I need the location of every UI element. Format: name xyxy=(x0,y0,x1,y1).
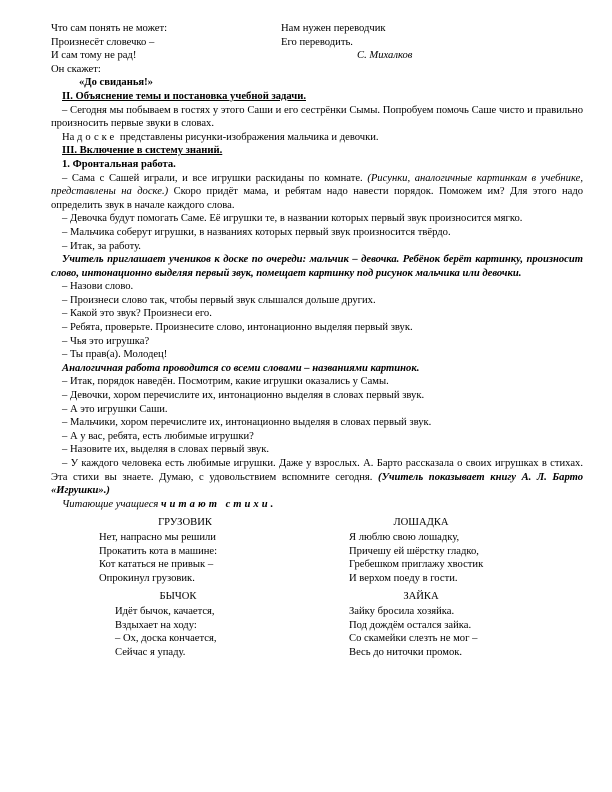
intro-poem-left xyxy=(51,22,281,63)
poem-author: С. Михалков xyxy=(357,50,413,62)
poem-line: Я люблю свою лошадку, xyxy=(349,531,460,543)
poem-line: Что сам понять не может: xyxy=(51,23,168,34)
dialog-line: – Девочка будут помогать Саме. Её игрушки те, в названии которых первый звук произносится мягко. xyxy=(62,213,523,225)
poem-line: Гребешком приглажу хвостик xyxy=(349,559,484,571)
poem-line: Его переводить. xyxy=(281,36,353,48)
section-heading: II. Объяснение темы и постановка учебной задачи. xyxy=(62,90,306,102)
dialog-line: – Итак, за работу. xyxy=(62,240,141,252)
paragraph xyxy=(51,498,583,512)
dialog-line: – Мальчика соберут игрушки, в названиях которых первый звук произносится твёрдо. xyxy=(62,226,451,238)
spaced-word: доске xyxy=(77,131,118,143)
poem-line: Он скажет: xyxy=(51,63,101,75)
paragraph: – Сегодня мы побываем в гостях у этого Саши и его сестрёнки Сымы. Попробуем помочь Саше чисто и правильно произносить первые звуки в словах. xyxy=(51,104,583,130)
document-page xyxy=(51,22,583,659)
poem-line: Со скамейки слезть не мог – xyxy=(349,633,478,645)
poem-bychok xyxy=(51,590,331,659)
paragraph xyxy=(51,457,583,498)
dialog-line: – Какой это звук? Произнеси его. xyxy=(62,308,212,320)
text-run: – Сама с Сашей играли, и все игрушки раскиданы по комнате. xyxy=(62,172,363,184)
poems-row-2 xyxy=(51,590,583,659)
poem-line: – Ох, доска кончается, xyxy=(115,633,217,645)
dialog-line: – А у вас, ребята, есть любимые игрушки? xyxy=(62,430,254,442)
poem-line: Идёт бычок, качается, xyxy=(115,605,215,617)
dialog-line: – Девочки, хором перечислите их, интонационно выделяя в словах первый звук. xyxy=(62,390,425,402)
poem-title: ЗАЙКА xyxy=(403,591,439,603)
italic-remark: (Учитель показывает книгу А. Л. Барто «Игрушки».) xyxy=(51,471,583,497)
poem-line: Весь до ниточки промок. xyxy=(349,646,463,658)
poem-line: Нам нужен переводчик xyxy=(281,23,386,34)
dialog-line: – Назови слово. xyxy=(62,281,134,293)
text-run: На xyxy=(62,131,75,143)
poem-line: Под дождём остался зайка. xyxy=(349,619,472,631)
poem-line: Произнесёт словечко – xyxy=(51,36,155,48)
italic-remark: (Рисунки, аналогичные картинкам в учебнике, представлены на доске.) xyxy=(51,172,583,198)
paragraph xyxy=(51,172,583,213)
poem-line: И верхом поеду в гости. xyxy=(349,572,458,584)
poem-title: ЛОШАДКА xyxy=(393,517,449,529)
dialog-line: – Произнеси слово так, чтобы первый звук слышался дольше других. xyxy=(62,294,376,306)
poem-title: БЫЧОК xyxy=(159,591,197,603)
teacher-instruction: Аналогичная работа проводится со всеми словами – названиями картинок. xyxy=(62,362,420,374)
poem-line: Нет, напрасно мы решили xyxy=(99,531,216,543)
text-run: Читающие учащиеся xyxy=(62,498,159,510)
poems-row-1 xyxy=(51,516,583,585)
poem-line: «До свиданья!» xyxy=(79,77,153,89)
poem-line: И сам тому не рад! xyxy=(51,50,137,62)
dialog-line: – Ты прав(а). Молодец! xyxy=(62,349,168,361)
poem-line: Вздыхает на ходу: xyxy=(115,619,197,631)
poem-line: Кот кататься не привык – xyxy=(99,559,214,571)
paragraph xyxy=(51,131,583,145)
dialog-line: – Мальчики, хором перечислите их, интонационно выделяя в словах первый звук. xyxy=(62,417,432,429)
poem-line: Прокатить кота в машине: xyxy=(99,545,218,557)
spaced-word: читают стихи. xyxy=(160,498,277,510)
teacher-instruction: Учитель приглашает учеников к доске по очереди: мальчик – девочка. Ребёнок берёт картинку, произносит слово, интонационно выделяя первый звук, помещает картинку под рисунок мальчика или девочки. xyxy=(51,254,583,279)
intro-poem-right xyxy=(281,22,583,63)
dialog-line: – А это игрушки Саши. xyxy=(62,403,168,415)
poem-line: Причешу ей шёрстку гладко, xyxy=(349,545,479,557)
text-run: Скоро придёт мама, и ребятам надо навести порядок. Поможем им? Для этого надо определить звук в начале каждого слова. xyxy=(51,186,584,211)
poem-line: Сейчас я упаду. xyxy=(115,646,186,658)
dialog-line: – Итак, порядок наведён. Посмотрим, какие игрушки оказались у Самы. xyxy=(62,376,389,388)
poem-gruzovik xyxy=(51,516,331,585)
dialog-line: – Ребята, проверьте. Произнесите слово, интонационно выделяя первый звук. xyxy=(62,322,413,334)
text-run: представлены рисунки-изображения мальчика и девочки. xyxy=(119,131,379,143)
dialog-line: – Назовите их, выделяя в словах первый звук. xyxy=(62,444,269,456)
text-run: – У каждого человека есть любимые игрушки. Даже у взрослых. А. Барто рассказала о своих игрушках в стихах. Эта стихи вы знаете. Думаю, с удовольствием вспомните сегодня. xyxy=(51,458,583,483)
section-heading: III. Включение в систему знаний. xyxy=(62,145,223,157)
subsection-heading: 1. Фронтальная работа. xyxy=(62,158,176,170)
dialog-line: – Чья это игрушка? xyxy=(62,335,150,347)
intro-poem xyxy=(51,22,583,63)
poem-line: Зайку бросила хозяйка. xyxy=(349,605,455,617)
poem-zayka xyxy=(331,590,583,659)
poem-title: ГРУЗОВИК xyxy=(158,517,212,529)
poem-line: Опрокинул грузовик. xyxy=(99,572,195,584)
poem-loshadka xyxy=(331,516,583,585)
